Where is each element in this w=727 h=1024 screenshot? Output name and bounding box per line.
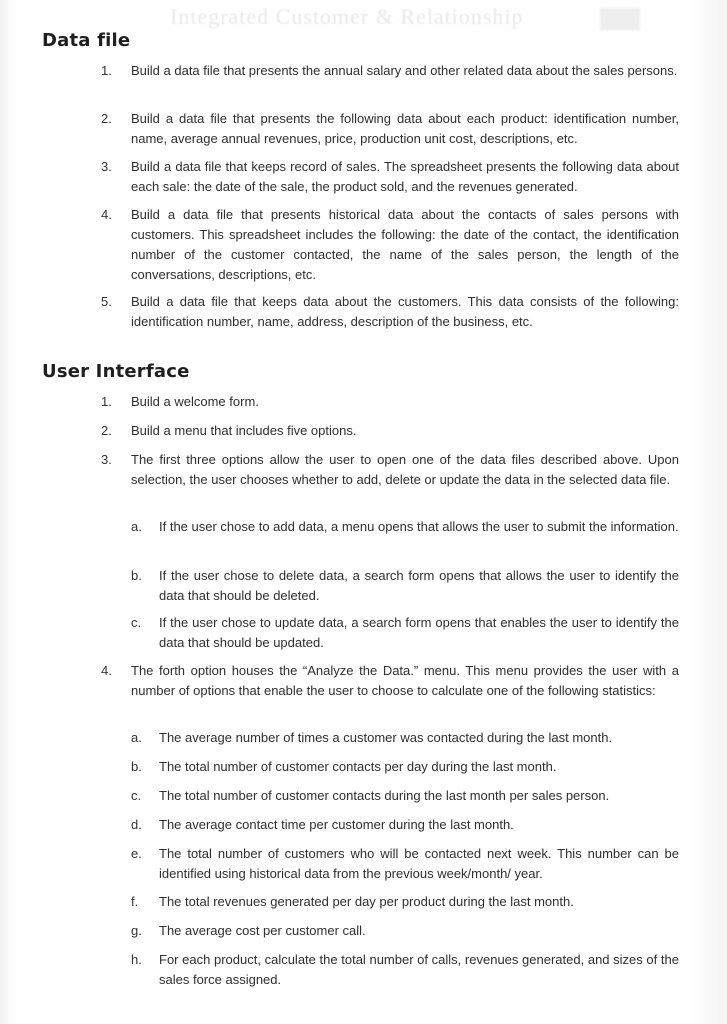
list-number: 1.: [101, 394, 112, 409]
sublist-letter: f.: [131, 894, 139, 909]
list-item-text: Build a data file that presents historical data about the contacts of sales persons with customers. This spreadsheet includes the following: the date of the contact, the identification number of the customer contacted, the name of the sales person, the length of the conversations, descriptions, etc.: [131, 207, 679, 282]
list-number: 4.: [101, 207, 112, 222]
sublist-letter: a.: [131, 730, 142, 745]
sublist-item-text: The total number of customer contacts per day during the last month.: [159, 759, 557, 774]
list-item-text: Build a menu that includes five options.: [131, 423, 357, 438]
sublist-item-text: If the user chose to update data, a search form opens that enables the user to identify the data that should be updated.: [159, 615, 679, 650]
list-item-text: Build a data file that keeps record of sales. The spreadsheet presents the following data about each sale: the date of the sale, the product sold, and the revenues generated.: [131, 159, 679, 194]
list-number: 5.: [101, 294, 112, 309]
sublist-item-text: The average contact time per customer during the last month.: [159, 817, 514, 832]
list-number: 3.: [101, 159, 112, 174]
section-heading-data-file: Data file: [42, 30, 131, 51]
list-number: 1.: [101, 63, 112, 78]
sublist-letter: c.: [131, 615, 142, 630]
sublist-letter: e.: [131, 846, 142, 861]
sublist-letter: g.: [131, 923, 142, 938]
sublist-letter: d.: [131, 817, 142, 832]
sublist-item-text: The total number of customers who will be contacted next week. This number can be identified using historical data from the previous week/month/ year.: [159, 846, 679, 881]
sublist-letter: c.: [131, 788, 142, 803]
show-through-logo: [600, 8, 640, 30]
sublist-item-text: The total revenues generated per day per product during the last month.: [159, 894, 574, 909]
sublist-item-text: The total number of customer contacts during the last month per sales person.: [159, 788, 610, 803]
list-item-text: The forth option houses the “Analyze the Data.” menu. This menu provides the user with a number of options that enable the user to choose to calculate one of the following statistics:: [131, 663, 679, 698]
list-number: 2.: [101, 111, 112, 126]
list-item-text: Build a data file that presents the annual salary and other related data about the sales persons.: [131, 63, 678, 78]
sublist-letter: a.: [131, 519, 142, 534]
sublist-item-text: If the user chose to add data, a menu opens that allows the user to submit the information.: [159, 519, 679, 534]
list-item-text: Build a data file that keeps data about the customers. This data consists of the following: identification number, name, address, description of the business, etc.: [131, 294, 679, 329]
list-item-text: Build a welcome form.: [131, 394, 259, 409]
sublist-item-text: The average cost per customer call.: [159, 923, 366, 938]
sublist-item-text: If the user chose to delete data, a search form opens that allows the user to identify the data that should be deleted.: [159, 568, 679, 603]
sublist-item-text: For each product, calculate the total number of calls, revenues generated, and sizes of the sales force assigned.: [159, 952, 679, 987]
list-item-text: Build a data file that presents the following data about each product: identification number, name, average annual revenues, price, production unit cost, descriptions, etc.: [131, 111, 679, 146]
show-through-title: Integrated Customer & Relationship: [170, 4, 524, 29]
sublist-letter: b.: [131, 568, 142, 583]
sublist-letter: h.: [131, 952, 142, 967]
list-number: 4.: [101, 663, 112, 678]
sublist-letter: b.: [131, 759, 142, 774]
list-number: 3.: [101, 452, 112, 467]
sublist-item-text: The average number of times a customer was contacted during the last month.: [159, 730, 613, 745]
list-item-text: The first three options allow the user to open one of the data files described above. Upon selection, the user chooses whether to add, delete or update the data in the selected data file.: [131, 452, 679, 487]
section-heading-user-interface: User Interface: [42, 361, 190, 382]
list-number: 2.: [101, 423, 112, 438]
